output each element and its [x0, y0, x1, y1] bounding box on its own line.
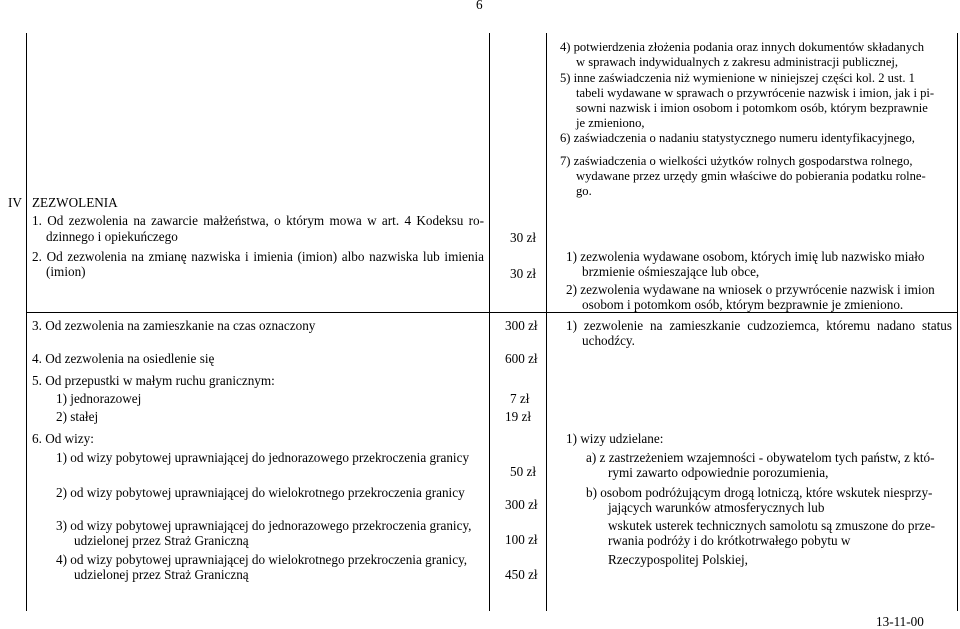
item-2-line1: 2. Od zezwolenia na zmianę nazwiska i imienia (imion) albo nazwiska lub imienia	[32, 249, 484, 264]
item-2-fee: 30 zł	[510, 266, 537, 281]
item-3-exemption-line2: uchodźcy.	[582, 333, 635, 348]
table-border-fee-left	[489, 33, 490, 611]
table-border-fee-right	[546, 33, 547, 611]
item-6-1: 1) od wizy pobytowej uprawniającej do jednorazowego przekroczenia granicy	[56, 450, 470, 465]
item-2-exemption-2-line2: osobom i potomkom osób, którym bezprawnie je zmieniono.	[582, 297, 904, 312]
note-6: 6) zaświadczenia o nadaniu statystycznego numeru identyfikacyjnego,	[560, 131, 915, 145]
item-6: 6. Od wizy:	[32, 431, 94, 446]
item-5: 5. Od przepustki w małym ruchu granicznym:	[32, 373, 275, 388]
item-6-3-line1: 3) od wizy pobytowej uprawniającej do jednorazowego przekroczenia granicy,	[56, 518, 472, 533]
item-4-fee: 600 zł	[505, 351, 538, 366]
item-6-4-fee: 450 zł	[505, 567, 538, 582]
item-1-line1: 1. Od zezwolenia na zawarcie małżeństwa, o którym mowa w art. 4 Kodeksu ro-	[32, 213, 484, 228]
item-2-exemption-1-line2: brzmienie ośmieszające lub obce,	[582, 264, 760, 279]
item-6-exemption-b-line4: rwania podróży i do krótkotrwałego pobytu w	[608, 533, 851, 548]
item-6-exemption-a-line2: rymi zawarto odpowiednie porozumienia,	[608, 465, 829, 480]
page-number: 6	[476, 0, 483, 12]
section-title: ZEZWOLENIA	[32, 195, 118, 210]
item-5-2: 2) stałej	[56, 409, 99, 424]
item-2-exemption-1-line1: 1) zezwolenia wydawane osobom, których imię lub nazwisko miało	[566, 249, 925, 264]
item-3-exemption-line1: 1) zezwolenie na zamieszkanie cudzoziemca, któremu nadano status	[566, 318, 952, 333]
item-6-4-line2: udzielonej przez Straż Graniczną	[74, 567, 249, 582]
item-6-3-fee: 100 zł	[505, 532, 538, 547]
item-6-exemption-b-line3: wskutek usterek technicznych samolotu są zmuszone do prze-	[608, 518, 936, 533]
note-7-line1: 7) zaświadczenia o wielkości użytków rolnych gospodarstwa rolnego,	[560, 154, 913, 168]
table-border-left	[26, 33, 27, 611]
item-6-exemption-b-line1: b) osobom podróżującym drogą lotniczą, które wskutek niesprzy-	[586, 485, 933, 500]
note-7-line2: wydawane przez urzędy gmin właściwe do pobierania podatku rolne-	[576, 169, 926, 183]
item-6-exemption-b-line5: Rzeczypospolitej Polskiej,	[608, 552, 748, 567]
item-6-exemption-head: 1) wizy udzielane:	[566, 431, 664, 446]
item-4: 4. Od zezwolenia na osiedlenie się	[32, 351, 215, 366]
item-6-1-fee: 50 zł	[510, 464, 537, 479]
note-5-line2: tabeli wydawane w sprawach o przywrócenie nazwisk i imion, jak i pi-	[576, 86, 935, 100]
note-5-line4: je zmieniono,	[576, 116, 645, 130]
item-3: 3. Od zezwolenia na zamieszkanie na czas oznaczony	[32, 318, 316, 333]
item-1-fee: 30 zł	[510, 230, 537, 245]
item-6-exemption-b-line2: jających warunków atmosferycznych lub	[608, 500, 825, 515]
item-2-line2: (imion)	[46, 264, 86, 279]
note-7-line3: go.	[576, 184, 592, 198]
item-2-exemption-2-line1: 2) zezwolenia wydawane na wniosek o przywrócenie nazwisk i imion	[566, 282, 935, 297]
item-6-4-line1: 4) od wizy pobytowej uprawniającej do wielokrotnego przekroczenia granicy,	[56, 552, 468, 567]
item-5-2-fee: 19 zł	[505, 409, 532, 424]
item-1-line2: dzinnego i opiekuńczego	[46, 229, 178, 244]
item-6-exemption-a-line1: a) z zastrzeżeniem wzajemności - obywatelom tych państw, z któ-	[586, 450, 935, 465]
footer-code: 13-11-00	[876, 614, 924, 629]
item-3-fee: 300 zł	[505, 318, 538, 333]
item-6-2-fee: 300 zł	[505, 497, 538, 512]
note-5-line3: sowni nazwisk i imion osobom i potomkom osób, którym bezprawnie	[576, 101, 928, 115]
table-border-right	[957, 33, 958, 611]
note-4-line2: w sprawach indywidualnych z zakresu administracji publicznej,	[576, 55, 899, 69]
item-5-1-fee: 7 zł	[510, 391, 530, 406]
item-6-3-line2: udzielonej przez Straż Graniczną	[74, 533, 249, 548]
section-roman-numeral: IV	[8, 195, 22, 210]
item-6-2: 2) od wizy pobytowej uprawniającej do wielokrotnego przekroczenia granicy	[56, 485, 465, 500]
note-5-line1: 5) inne zaświadczenia niż wymienione w niniejszej części kol. 2 ust. 1	[560, 71, 915, 85]
note-4-line1: 4) potwierdzenia złożenia podania oraz innych dokumentów składanych	[560, 40, 925, 54]
item-5-1: 1) jednorazowej	[56, 391, 142, 406]
row-divider	[26, 312, 957, 313]
